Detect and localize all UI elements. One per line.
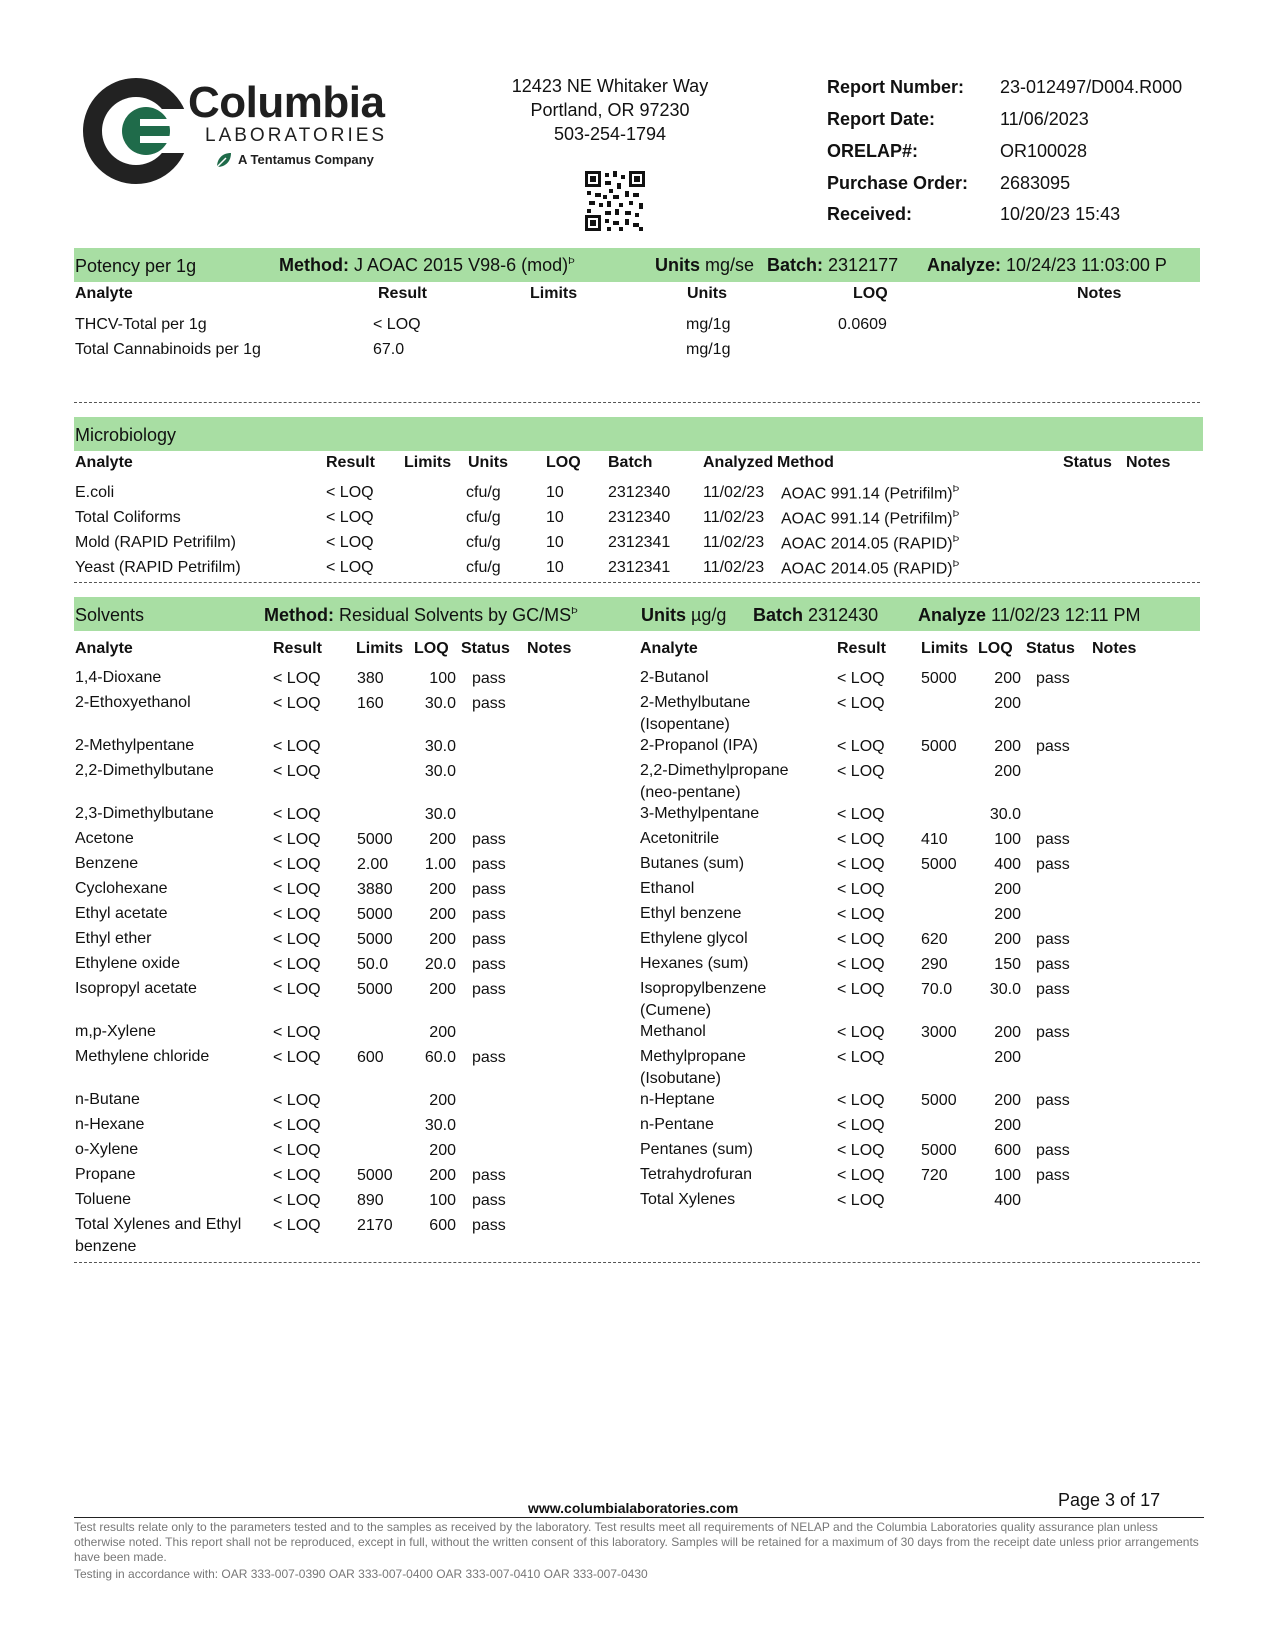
potency-row-units: mg/1g xyxy=(686,316,731,333)
solvent-loq: 600 xyxy=(429,1217,456,1234)
micro-section-bar xyxy=(74,417,1203,451)
solvent-analyte: 2-Propanol (IPA) xyxy=(640,737,758,754)
solvent-result: < LOQ xyxy=(273,1142,321,1159)
section-divider xyxy=(74,402,1200,403)
solvent-limits: 5000 xyxy=(357,981,393,998)
solvent-result: < LOQ xyxy=(837,831,885,848)
solvent-loq: 400 xyxy=(994,856,1021,873)
micro-col-method: Method xyxy=(777,454,834,471)
potency-col-analyte: Analyte xyxy=(75,285,133,302)
solvent-limits: 890 xyxy=(357,1192,384,1209)
solvents-col-analyte-right: Analyte xyxy=(640,640,698,657)
solvents-col-limits: Limits xyxy=(356,640,404,657)
solvent-loq: 200 xyxy=(994,881,1021,898)
solvent-analyte: Methylpropane (Isobutane) xyxy=(640,1048,746,1087)
potency-row-result: 67.0 xyxy=(373,341,405,358)
solvent-analyte: 3-Methylpentane xyxy=(640,805,760,822)
solvent-limits: 380 xyxy=(357,670,384,687)
solvent-loq: 200 xyxy=(994,695,1021,712)
solvents-col-notes-right: Notes xyxy=(1092,640,1137,657)
micro-method: AOAC 2014.05 (RAPID)$^Þ$ xyxy=(781,559,960,578)
solvent-limits: 3000 xyxy=(921,1024,957,1041)
solvent-loq: 200 xyxy=(994,670,1021,687)
solvent-result: < LOQ xyxy=(273,931,321,948)
solvents-col-loq: LOQ xyxy=(414,640,449,657)
solvent-result: < LOQ xyxy=(273,1217,321,1234)
method-mark: Þ xyxy=(952,559,960,570)
solvent-status: pass xyxy=(472,1217,506,1234)
solvent-loq: 200 xyxy=(429,831,456,848)
solvent-result: < LOQ xyxy=(837,956,885,973)
micro-method: AOAC 991.14 (Petrifilm)$^Þ$ xyxy=(781,509,960,528)
solvent-status: pass xyxy=(472,695,506,712)
solvents-batch: Batch 2312430 xyxy=(753,605,879,625)
micro-col-units: Units xyxy=(468,454,508,471)
micro-title: Microbiology xyxy=(75,425,177,445)
solvent-loq: 100 xyxy=(429,670,456,687)
solvent-loq: 30.0 xyxy=(989,806,1021,823)
solvent-status: pass xyxy=(472,831,506,848)
purchase-order-label: Purchase Order: xyxy=(827,173,969,193)
solvent-limits: 290 xyxy=(921,956,948,973)
solvent-result: < LOQ xyxy=(273,1167,321,1184)
solvent-result: < LOQ xyxy=(837,1049,885,1066)
solvent-analyte: Acetone xyxy=(75,830,134,847)
solvent-status: pass xyxy=(472,906,506,923)
micro-loq: 10 xyxy=(546,509,564,526)
solvent-result: < LOQ xyxy=(273,831,321,848)
solvent-loq: 200 xyxy=(994,1092,1021,1109)
solvent-loq: 200 xyxy=(429,931,456,948)
report-date-label: Report Date: xyxy=(827,109,936,129)
solvent-loq: 60.0 xyxy=(424,1049,456,1066)
solvent-status: pass xyxy=(472,1167,506,1184)
solvent-limits: 2170 xyxy=(357,1217,393,1234)
solvent-limits: 5000 xyxy=(921,856,957,873)
solvent-status: pass xyxy=(472,931,506,948)
solvent-analyte: Tetrahydrofuran xyxy=(640,1166,753,1183)
solvent-analyte: n-Pentane xyxy=(640,1116,714,1133)
solvent-status: pass xyxy=(1036,1167,1070,1184)
solvent-result: < LOQ xyxy=(837,981,885,998)
page-number: Page 3 of 17 xyxy=(1058,1490,1161,1510)
solvent-analyte: Ethanol xyxy=(640,880,695,897)
solvents-col-loq-right: LOQ xyxy=(978,640,1013,657)
potency-col-loq: LOQ xyxy=(853,285,888,302)
solvent-status: pass xyxy=(1036,1142,1070,1159)
potency-method: Method: J AOAC 2015 V98-6 (mod)$^Þ$ xyxy=(279,255,575,275)
solvent-loq: 30.0 xyxy=(424,806,456,823)
solvent-status: pass xyxy=(472,956,506,973)
solvent-result: < LOQ xyxy=(273,670,321,687)
report-date-value: 11/06/2023 xyxy=(1000,109,1089,129)
solvent-status: pass xyxy=(472,856,506,873)
received-value: 10/20/23 15:43 xyxy=(1000,204,1121,224)
purchase-order-value: 2683095 xyxy=(1000,173,1071,193)
solvent-analyte: Propane xyxy=(75,1166,136,1183)
micro-analyte: Mold (RAPID Petrifilm) xyxy=(75,534,236,551)
solvent-limits: 720 xyxy=(921,1167,948,1184)
solvent-limits: 3880 xyxy=(357,881,393,898)
logo-tagline: A Tentamus Company xyxy=(238,152,374,167)
solvents-col-status-right: Status xyxy=(1026,640,1075,657)
potency-row-analyte: Total Cannabinoids per 1g xyxy=(75,341,261,358)
solvent-analyte: Hexanes (sum) xyxy=(640,955,749,972)
micro-loq: 10 xyxy=(546,559,564,576)
solvent-result: < LOQ xyxy=(837,931,885,948)
solvent-result: < LOQ xyxy=(273,806,321,823)
micro-method: AOAC 991.14 (Petrifilm)$^Þ$ xyxy=(781,484,960,503)
micro-col-loq: LOQ xyxy=(546,454,581,471)
solvent-limits: 5000 xyxy=(357,831,393,848)
solvent-result: < LOQ xyxy=(273,981,321,998)
solvent-limits: 160 xyxy=(357,695,384,712)
solvent-analyte: n-Heptane xyxy=(640,1091,715,1108)
solvent-loq: 200 xyxy=(429,1024,456,1041)
solvent-limits: 5000 xyxy=(357,931,393,948)
solvent-loq: 1.00 xyxy=(424,856,456,873)
solvent-analyte: n-Hexane xyxy=(75,1116,145,1133)
logo-subtitle: LABORATORIES xyxy=(205,125,388,146)
micro-analyte: Total Coliforms xyxy=(75,509,181,526)
solvent-analyte: Total Xylenes and Ethyl benzene xyxy=(75,1216,242,1255)
solvent-result: < LOQ xyxy=(273,738,321,755)
micro-col-batch: Batch xyxy=(608,454,653,471)
solvent-limits: 5000 xyxy=(357,1167,393,1184)
potency-batch: Batch: 2312177 xyxy=(767,255,899,275)
solvent-result: < LOQ xyxy=(273,856,321,873)
qr-code xyxy=(585,171,645,231)
solvent-status: pass xyxy=(1036,670,1070,687)
address-city: Portland, OR 97230 xyxy=(530,100,690,120)
tentamus-leaf-icon xyxy=(214,150,234,170)
solvent-status: pass xyxy=(1036,1092,1070,1109)
micro-result: < LOQ xyxy=(326,559,374,576)
solvent-result: < LOQ xyxy=(273,1092,321,1109)
solvent-analyte: 2,2-Dimethylbutane xyxy=(75,762,214,779)
micro-units: cfu/g xyxy=(466,484,501,501)
section-divider xyxy=(74,582,1200,583)
micro-batch: 2312341 xyxy=(608,559,671,576)
solvent-loq: 30.0 xyxy=(424,738,456,755)
orelap-value: OR100028 xyxy=(1000,141,1088,161)
solvent-loq: 30.0 xyxy=(989,981,1021,998)
micro-batch: 2312340 xyxy=(608,484,671,501)
footer-regulations: Testing in accordance with: OAR 333-007-0390 OAR 333-007-0400 OAR 333-007-0410 OAR 333-007-0430 xyxy=(74,1567,648,1581)
solvents-units: Units µg/g xyxy=(641,605,727,625)
solvent-result: < LOQ xyxy=(273,956,321,973)
method-mark: Þ xyxy=(952,534,960,545)
potency-analyze: Analyze: 10/24/23 11:03:00 P xyxy=(927,255,1167,275)
solvent-analyte: Ethyl benzene xyxy=(640,905,742,922)
solvent-analyte: Cyclohexane xyxy=(75,880,168,897)
solvent-limits: 5000 xyxy=(921,1092,957,1109)
solvent-analyte: m,p-Xylene xyxy=(75,1023,156,1040)
solvent-limits: 5000 xyxy=(921,670,957,687)
solvent-analyte: Ethylene glycol xyxy=(640,930,748,947)
solvent-loq: 30.0 xyxy=(424,1117,456,1134)
solvent-result: < LOQ xyxy=(837,856,885,873)
micro-units: cfu/g xyxy=(466,559,501,576)
micro-units: cfu/g xyxy=(466,509,501,526)
solvent-loq: 200 xyxy=(994,906,1021,923)
potency-row-loq: 0.0609 xyxy=(838,316,887,333)
solvent-analyte: Ethyl ether xyxy=(75,930,152,947)
solvent-analyte: 2,2-Dimethylpropane (neo-pentane) xyxy=(640,762,789,801)
solvent-analyte: n-Butane xyxy=(75,1091,140,1108)
solvent-result: < LOQ xyxy=(837,1024,885,1041)
solvent-status: pass xyxy=(1036,931,1070,948)
solvent-analyte: Butanes (sum) xyxy=(640,855,745,872)
micro-analyzed: 11/02/23 xyxy=(703,509,765,526)
received-label: Received: xyxy=(827,204,913,224)
solvent-loq: 200 xyxy=(994,1024,1021,1041)
solvent-analyte: Isopropyl acetate xyxy=(75,980,197,997)
solvent-loq: 200 xyxy=(429,1167,456,1184)
solvent-status: pass xyxy=(1036,1024,1070,1041)
potency-units: Units mg/se xyxy=(655,255,755,275)
micro-col-result: Result xyxy=(326,454,375,471)
micro-analyte: E.coli xyxy=(75,484,115,501)
solvent-result: < LOQ xyxy=(837,738,885,755)
solvent-analyte: 2-Methylpentane xyxy=(75,737,195,754)
micro-loq: 10 xyxy=(546,484,564,501)
solvent-status: pass xyxy=(472,1049,506,1066)
solvent-result: < LOQ xyxy=(837,1167,885,1184)
solvent-loq: 600 xyxy=(994,1142,1021,1159)
micro-batch: 2312341 xyxy=(608,534,671,551)
solvent-analyte: Isopropylbenzene (Cumene) xyxy=(640,980,767,1019)
micro-analyzed: 11/02/23 xyxy=(703,534,765,551)
logo-wordmark: Columbia xyxy=(188,78,385,127)
micro-result: < LOQ xyxy=(326,484,374,501)
potency-row-analyte: THCV-Total per 1g xyxy=(75,316,207,333)
report-number-value: 23-012497/D004.R000 xyxy=(1000,77,1183,97)
potency-col-notes: Notes xyxy=(1077,285,1122,302)
solvent-limits: 5000 xyxy=(921,1142,957,1159)
solvent-result: < LOQ xyxy=(273,1049,321,1066)
solvent-loq: 200 xyxy=(994,931,1021,948)
micro-analyte: Yeast (RAPID Petrifilm) xyxy=(75,559,241,576)
micro-col-analyte: Analyte xyxy=(75,454,133,471)
solvent-result: < LOQ xyxy=(273,1192,321,1209)
solvent-loq: 200 xyxy=(994,738,1021,755)
footer-website-link[interactable]: www.columbialaboratories.com xyxy=(528,1500,739,1516)
solvent-analyte: 1,4-Dioxane xyxy=(75,669,162,686)
solvent-result: < LOQ xyxy=(273,1117,321,1134)
address-street: 12423 NE Whitaker Way xyxy=(511,76,709,96)
solvent-analyte: Methylene chloride xyxy=(75,1048,210,1065)
solvent-result: < LOQ xyxy=(273,763,321,780)
solvent-status: pass xyxy=(472,1192,506,1209)
solvent-analyte: 2,3-Dimethylbutane xyxy=(75,805,214,822)
potency-col-limits: Limits xyxy=(530,285,578,302)
logo-green-circle xyxy=(122,107,170,155)
solvent-status: pass xyxy=(472,670,506,687)
section-divider xyxy=(74,1262,1200,1263)
solvent-result: < LOQ xyxy=(837,670,885,687)
solvent-limits: 70.0 xyxy=(921,981,953,998)
solvent-loq: 200 xyxy=(429,981,456,998)
solvents-col-limits-right: Limits xyxy=(921,640,969,657)
solvent-result: < LOQ xyxy=(837,1092,885,1109)
solvent-limits: 410 xyxy=(921,831,948,848)
solvent-analyte: Total Xylenes xyxy=(640,1191,736,1208)
solvent-loq: 150 xyxy=(994,956,1021,973)
method-mark: Þ xyxy=(952,509,960,520)
micro-result: < LOQ xyxy=(326,509,374,526)
solvent-result: < LOQ xyxy=(837,1192,885,1209)
address-phone: 503-254-1794 xyxy=(553,124,667,144)
solvent-analyte: Pentanes (sum) xyxy=(640,1141,753,1158)
solvents-col-analyte: Analyte xyxy=(75,640,133,657)
micro-col-limits: Limits xyxy=(404,454,452,471)
potency-title: Potency per 1g xyxy=(75,256,197,276)
solvent-loq: 100 xyxy=(994,831,1021,848)
micro-batch: 2312340 xyxy=(608,509,671,526)
micro-method: AOAC 2014.05 (RAPID)$^Þ$ xyxy=(781,534,960,553)
solvent-status: pass xyxy=(472,881,506,898)
micro-col-status: Status xyxy=(1063,454,1112,471)
solvents-method: Method: Residual Solvents by $GC/MS^Þ$ xyxy=(264,605,578,625)
method-mark: Þ xyxy=(952,484,960,495)
solvent-result: < LOQ xyxy=(837,695,885,712)
solvent-analyte: Ethyl acetate xyxy=(75,905,168,922)
solvent-analyte: Acetonitrile xyxy=(640,830,720,847)
solvent-loq: 30.0 xyxy=(424,763,456,780)
solvent-result: < LOQ xyxy=(837,806,885,823)
solvent-status: pass xyxy=(1036,738,1070,755)
micro-loq: 10 xyxy=(546,534,564,551)
potency-row-result: < LOQ xyxy=(373,316,421,333)
solvents-analyze: Analyze 11/02/23 12:11 PM xyxy=(918,605,1141,625)
solvent-status: pass xyxy=(1036,831,1070,848)
solvent-analyte: Methanol xyxy=(640,1023,706,1040)
solvent-limits: 620 xyxy=(921,931,948,948)
solvent-analyte: Toluene xyxy=(75,1191,132,1208)
micro-analyzed: 11/02/23 xyxy=(703,484,765,501)
solvent-analyte: Ethylene oxide xyxy=(75,955,180,972)
solvent-analyte: o-Xylene xyxy=(75,1141,139,1158)
solvent-loq: 200 xyxy=(429,1142,456,1159)
solvent-analyte: 2-Butanol xyxy=(640,669,709,686)
solvent-loq: 200 xyxy=(994,1049,1021,1066)
micro-units: cfu/g xyxy=(466,534,501,551)
solvent-result: < LOQ xyxy=(837,763,885,780)
footer-rule xyxy=(74,1517,1204,1518)
report-number-label: Report Number: xyxy=(827,77,965,97)
solvent-limits: 5000 xyxy=(921,738,957,755)
solvent-result: < LOQ xyxy=(837,881,885,898)
solvent-limits: 600 xyxy=(357,1049,384,1066)
solvent-loq: 20.0 xyxy=(424,956,456,973)
solvent-analyte: 2-Ethoxyethanol xyxy=(75,694,191,711)
solvent-limits: 5000 xyxy=(357,906,393,923)
potency-row-units: mg/1g xyxy=(686,341,731,358)
solvent-status: pass xyxy=(1036,981,1070,998)
solvent-loq: 30.0 xyxy=(424,695,456,712)
solvent-status: pass xyxy=(472,981,506,998)
solvent-result: < LOQ xyxy=(273,881,321,898)
solvent-loq: 200 xyxy=(994,763,1021,780)
solvent-result: < LOQ xyxy=(837,1142,885,1159)
orelap-label: ORELAP#: xyxy=(827,141,919,161)
solvent-result: < LOQ xyxy=(273,695,321,712)
footer-disclaimer: Test results relate only to the parameters tested and to the samples as received by the laboratory. Test results meet all requirements of NELAP and the Columbia Laboratories quality assurance plan unless otherwise noted. This report shall not be reproduced, except in full, without the written consent of this laboratory. Samples will be retained for a maximum of 30 days from the receipt date unless prior arrangements have been made. xyxy=(74,1520,1199,1564)
potency-col-units: Units xyxy=(687,285,727,302)
solvent-analyte: Benzene xyxy=(75,855,139,872)
solvents-title: Solvents xyxy=(75,605,145,625)
solvents-col-result-right: Result xyxy=(837,640,886,657)
micro-analyzed: 11/02/23 xyxy=(703,559,765,576)
solvent-loq: 200 xyxy=(994,1117,1021,1134)
solvent-loq: 100 xyxy=(994,1167,1021,1184)
solvent-result: < LOQ xyxy=(273,1024,321,1041)
solvents-col-result: Result xyxy=(273,640,322,657)
solvent-result: < LOQ xyxy=(273,906,321,923)
solvent-analyte: 2-Methylbutane (Isopentane) xyxy=(640,694,751,733)
solvent-loq: 200 xyxy=(429,1092,456,1109)
micro-col-analyzed: Analyzed xyxy=(703,454,774,471)
solvents-col-notes: Notes xyxy=(527,640,572,657)
solvent-result: < LOQ xyxy=(837,906,885,923)
solvent-loq: 400 xyxy=(994,1192,1021,1209)
solvent-limits: 50.0 xyxy=(357,956,389,973)
micro-col-notes: Notes xyxy=(1126,454,1171,471)
solvent-status: pass xyxy=(1036,956,1070,973)
solvent-loq: 200 xyxy=(429,906,456,923)
potency-col-result: Result xyxy=(378,285,427,302)
micro-result: < LOQ xyxy=(326,534,374,551)
solvents-col-status: Status xyxy=(461,640,510,657)
solvent-loq: 100 xyxy=(429,1192,456,1209)
solvent-status: pass xyxy=(1036,856,1070,873)
solvent-result: < LOQ xyxy=(837,1117,885,1134)
solvent-loq: 200 xyxy=(429,881,456,898)
solvent-limits: 2.00 xyxy=(357,856,389,873)
